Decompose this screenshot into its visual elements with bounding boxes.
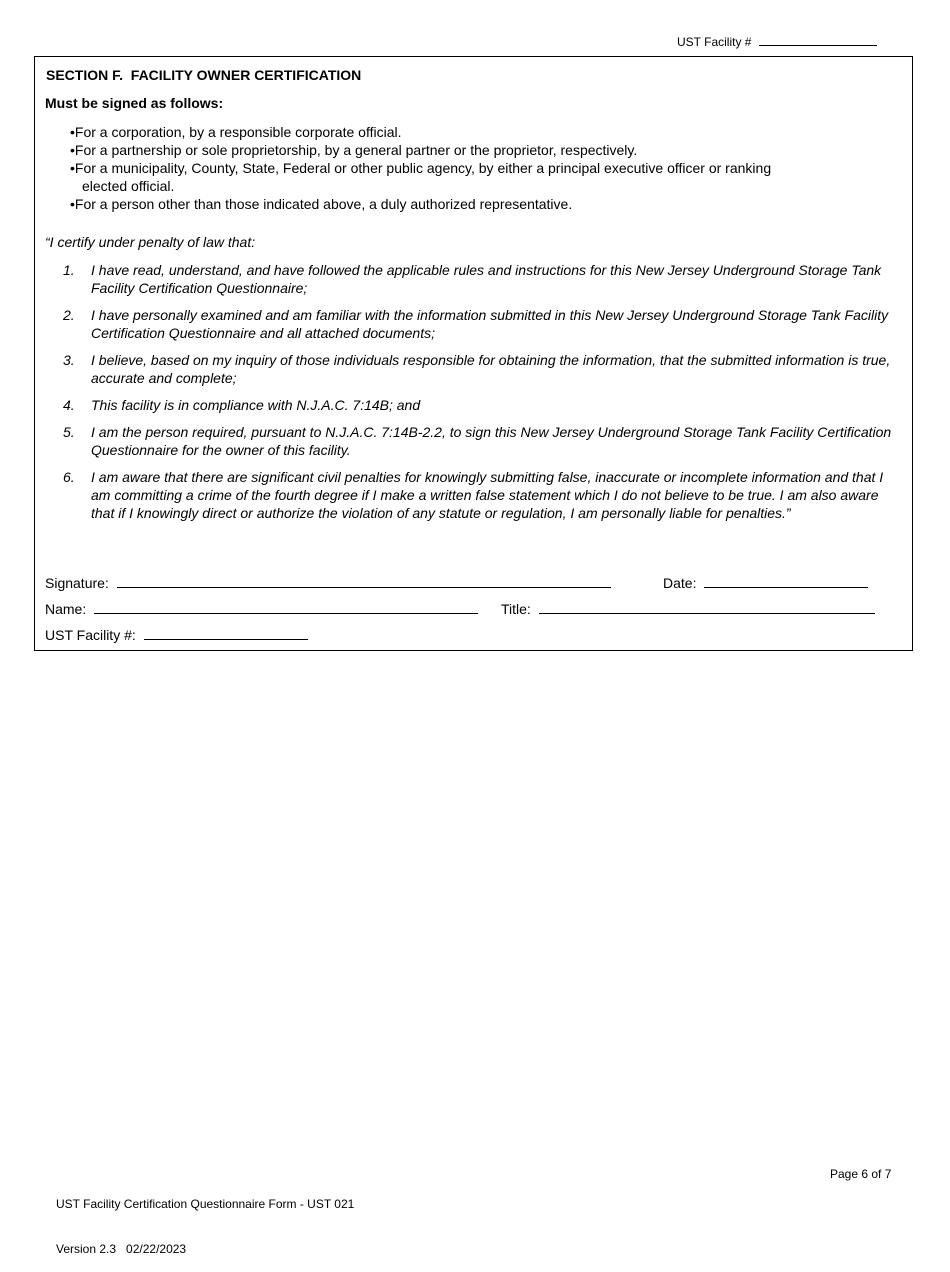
header-facility-label: UST Facility # xyxy=(677,35,752,49)
certification-item xyxy=(63,261,903,297)
certification-item xyxy=(63,396,903,414)
header-facility-number xyxy=(677,34,877,49)
item-number: 2. xyxy=(63,307,75,323)
bullet-corporation: •For a corporation, by a responsible corporate official. xyxy=(70,124,402,140)
signature-row xyxy=(45,574,611,591)
title-field[interactable] xyxy=(539,600,875,614)
header-facility-line[interactable] xyxy=(759,34,877,46)
facility-row xyxy=(45,626,308,643)
signed-heading: Must be signed as follows: xyxy=(45,95,224,111)
name-row xyxy=(45,600,478,617)
bullet-public-agency-cont: elected official. xyxy=(82,178,175,194)
item-text: I am aware that there are significant civil penalties for knowingly submitting false, inaccurate or incomplete information and that I am committing a crime of the fourth degree if I make a written false statement which I do not believe to be true. I am also aware that if I knowingly direct or authorize the violation of any statute or regulation, I am personally liable for penalties.” xyxy=(91,469,884,521)
bullet-partnership: •For a partnership or sole proprietorship, by a general partner or the proprietor, respectively. xyxy=(70,142,638,158)
item-text: This facility is in compliance with N.J.A.C. 7:14B; and xyxy=(91,397,421,413)
item-text: I have personally examined and am familiar with the information submitted in this New Jersey Underground Storage Tank Facility Certification Questionnaire and all attached documents; xyxy=(91,307,889,341)
certification-item xyxy=(63,423,903,459)
title-label: Title: xyxy=(501,601,531,617)
item-number: 3. xyxy=(63,352,75,368)
bullet-other-person: •For a person other than those indicated above, a duly authorized representative. xyxy=(70,196,573,212)
item-text: I believe, based on my inquiry of those individuals responsible for obtaining the information, that the submitted information is true, accurate and complete; xyxy=(91,352,891,386)
certification-item xyxy=(63,468,903,522)
bullet-public-agency: •For a municipality, County, State, Federal or other public agency, by either a principal executive officer or ranking xyxy=(70,160,772,176)
item-number: 6. xyxy=(63,469,75,485)
certify-intro: “I certify under penalty of law that: xyxy=(45,234,256,250)
title-row xyxy=(501,600,875,617)
signature-label: Signature: xyxy=(45,575,109,591)
certification-section xyxy=(34,56,913,651)
facility-label: UST Facility #: xyxy=(45,627,136,643)
name-field[interactable] xyxy=(94,600,478,614)
signatory-list xyxy=(70,123,771,213)
item-number: 5. xyxy=(63,424,75,440)
footer-version: Version 2.3 02/22/2023 xyxy=(56,1242,187,1256)
item-text: I am the person required, pursuant to N.J.A.C. 7:14B-2.2, to sign this New Jersey Underground Storage Tank Facility Certification Questionnaire for the owner of this facility. xyxy=(91,424,892,458)
date-field[interactable] xyxy=(704,574,868,588)
certification-item xyxy=(63,306,903,342)
item-number: 1. xyxy=(63,262,75,278)
footer-form-name: UST Facility Certification Questionnaire Form - UST 021 xyxy=(56,1197,355,1211)
name-label: Name: xyxy=(45,601,87,617)
footer-page-number: Page 6 of 7 xyxy=(830,1167,892,1181)
footer-form-info xyxy=(56,1167,354,1272)
section-title: SECTION F. FACILITY OWNER CERTIFICATION xyxy=(46,67,362,83)
date-row xyxy=(663,574,868,591)
item-number: 4. xyxy=(63,397,75,413)
item-text: I have read, understand, and have followed the applicable rules and instructions for this New Jersey Underground Storage Tank Facility Certification Questionnaire; xyxy=(91,262,882,296)
date-label: Date: xyxy=(663,575,697,591)
certification-item xyxy=(63,351,903,387)
signature-field[interactable] xyxy=(117,574,611,588)
facility-field[interactable] xyxy=(144,626,308,640)
certification-items xyxy=(63,261,903,531)
